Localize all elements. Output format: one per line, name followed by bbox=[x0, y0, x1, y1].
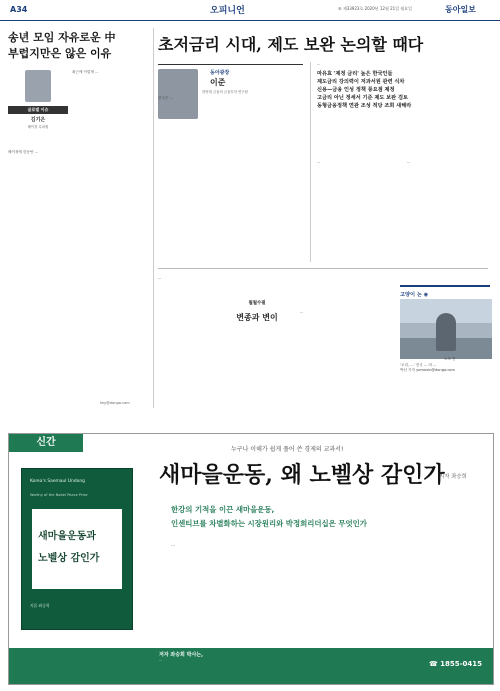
columnist-name: 이준 bbox=[210, 78, 226, 87]
columnist-photo bbox=[158, 69, 198, 119]
column-tag: 글로벌 이슈 bbox=[8, 106, 68, 114]
ad-description: ... bbox=[171, 543, 176, 548]
subhead: 마유효 '제정 금리' 높은 한국인들 bbox=[317, 71, 393, 78]
main-body-col3: ... bbox=[317, 160, 321, 164]
column-name: 동아광장 bbox=[210, 70, 230, 76]
main-body-col2 bbox=[317, 62, 489, 114]
left-byline bbox=[8, 70, 68, 129]
photo-caption bbox=[400, 363, 492, 374]
ad-book-title: 새마을운동, 왜 노벨상 감인가 bbox=[159, 462, 445, 488]
section-title: 오피니언 bbox=[210, 6, 245, 16]
lower-body-col1: ... bbox=[158, 276, 162, 280]
newspaper-logo: 동아일보 bbox=[445, 5, 476, 14]
left-body-text: 베이징에 한동안 ... bbox=[8, 150, 39, 154]
photo-section-label: 고양이 논 ◉ bbox=[400, 292, 429, 298]
ad-book-author: 지자 좌승희 bbox=[439, 474, 467, 480]
issue-date: ⑥ 제33923호 2020년 12월 21일 월요일 bbox=[338, 6, 412, 11]
main-headline: 초저금리 시대, 제도 보완 논의할 때다 bbox=[158, 35, 424, 54]
book-advertisement[interactable] bbox=[8, 433, 494, 685]
photo-caption-short: 오모 칸 bbox=[444, 357, 456, 361]
order-phone[interactable]: ☎ 1855-0415 bbox=[429, 660, 483, 668]
newspaper-header bbox=[0, 0, 500, 21]
author-name: 김기은 bbox=[30, 117, 46, 123]
main-headline-block bbox=[158, 35, 490, 55]
subhead: 제도금리 강의력이 저과서원 관련 식차 bbox=[317, 79, 405, 86]
left-headline-line2: 부럽지만은 않은 이유 bbox=[8, 47, 112, 60]
ad-tagline: 누구나 이해가 쉽게 풀어 쓴 경제의 교과서! bbox=[231, 446, 344, 453]
subhead: 신용—금융 인성 정책 풍요점 제정 bbox=[317, 87, 395, 94]
cover-title-line1: 새마을운동과 bbox=[38, 531, 96, 542]
photo-figure bbox=[436, 313, 456, 351]
left-footer-email: kky@donga.com bbox=[100, 401, 130, 405]
essay-section: 월월수필 bbox=[248, 301, 266, 306]
author-photo bbox=[25, 70, 51, 102]
subhead: 동형금융정책 연관 조성 적당 조희 새해라 bbox=[317, 103, 412, 110]
main-body-col2-text: ... bbox=[317, 62, 321, 66]
section-divider bbox=[158, 268, 488, 269]
ad-footer-strip bbox=[9, 648, 493, 684]
ad-highlight-2: 인센티브를 차별화하는 시장원리와 박정희리더십은 무엇인가 bbox=[171, 519, 367, 528]
book-cover-panel bbox=[32, 509, 122, 589]
column-byline-box bbox=[158, 64, 303, 94]
book-cover bbox=[21, 468, 133, 630]
cover-title-line2: 노벨상 감인가 bbox=[38, 553, 100, 564]
author-intro-title: 저자 좌승희 박사는, bbox=[159, 652, 204, 658]
columnist-role: 한양대 금융의 금융투자 연구원 bbox=[202, 90, 248, 94]
subhead-list bbox=[317, 70, 489, 110]
author-role: 베이징 특파원 bbox=[27, 125, 49, 129]
column-divider bbox=[153, 28, 154, 408]
photo-credit: 박선 기자 yomosin@donga.com bbox=[400, 368, 455, 373]
book-english-title: Korea's Saemaul Undong bbox=[30, 479, 85, 484]
left-headline-line1: 송년 모임 자유로운 中 bbox=[8, 31, 116, 44]
essay-title: 변종과 변이 bbox=[236, 313, 278, 322]
book-english-subtitle: Worthy of the Nobel Peace Prize bbox=[30, 493, 88, 497]
essay-title-block bbox=[232, 300, 282, 323]
news-photo bbox=[400, 299, 492, 359]
photo-section bbox=[400, 285, 490, 387]
column-divider bbox=[310, 62, 311, 262]
left-column-headline bbox=[8, 30, 148, 62]
left-lead-text: 최근에 이렇게 ... bbox=[72, 70, 99, 74]
new-book-badge: 신간 bbox=[9, 434, 83, 452]
main-body-col1: 한국은 ... bbox=[158, 96, 173, 100]
main-body-col4: ... bbox=[407, 160, 411, 164]
lower-body-col2: ... bbox=[300, 310, 304, 314]
author-intro-text: ... bbox=[159, 658, 163, 662]
page-number: A34 bbox=[10, 5, 28, 14]
book-cover-author: 지음 좌승희 bbox=[30, 603, 50, 608]
ad-highlight-1: 한강의 기적을 이끈 새마을운동, bbox=[171, 505, 275, 514]
subhead: 고금리 아닌 정세서 기준 제도 보완 검토 bbox=[317, 95, 409, 102]
photo-caption-text: '오리, ...' 진국 ... 비 ... bbox=[400, 363, 437, 367]
